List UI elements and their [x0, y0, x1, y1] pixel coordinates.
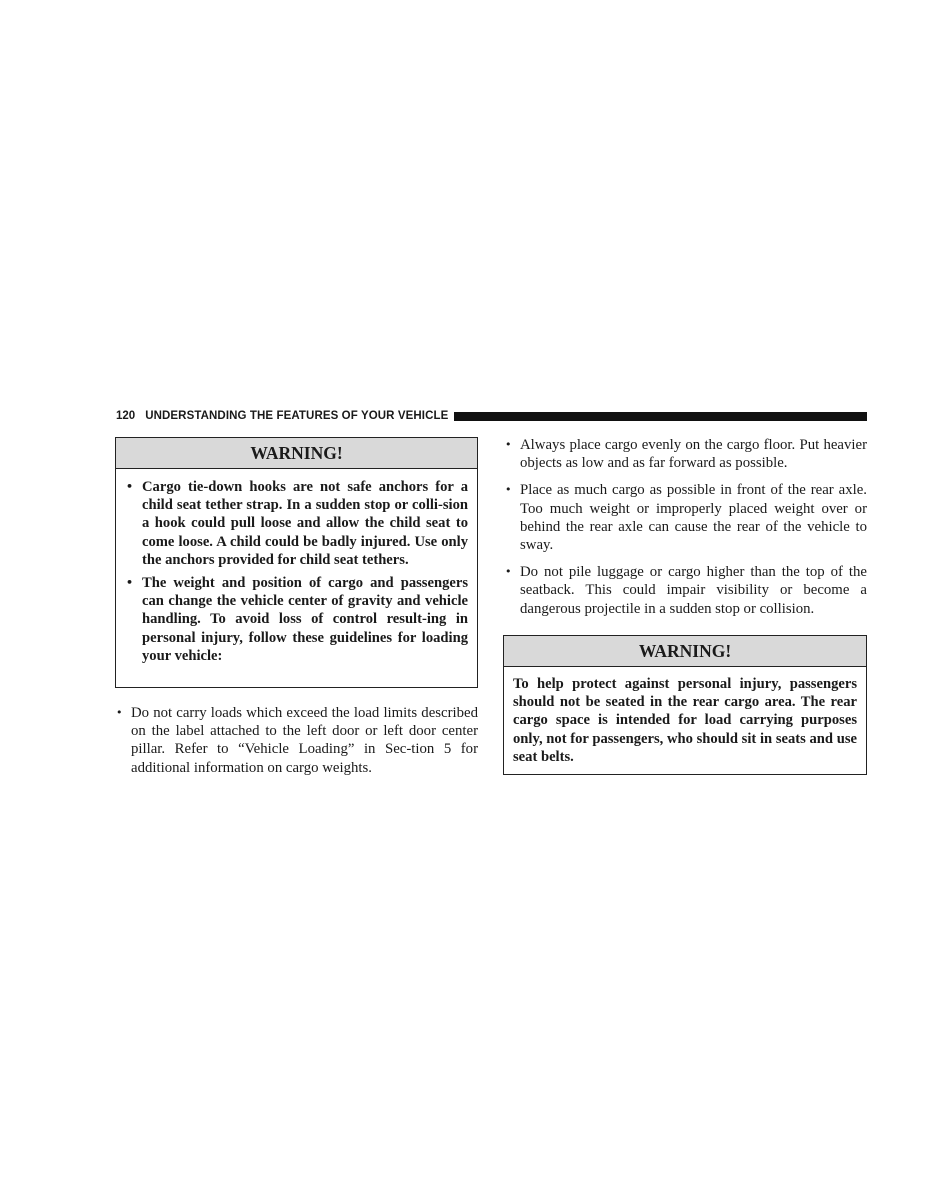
warning-title: WARNING! [116, 438, 477, 469]
warning-body [504, 667, 866, 766]
page-header [116, 408, 867, 424]
list-item [116, 704, 478, 777]
bullet-icon: • [116, 706, 123, 719]
list-item-text: Place as much cargo as possible in front of the rear axle. Too much weight or improperly placed weight over or behind the rear axle can cause the rear of the vehicle to sway. [520, 482, 867, 554]
section-title: UNDERSTANDING THE FEATURES OF YOUR VEHICLE [145, 410, 449, 422]
warning-item [117, 478, 468, 569]
bullet-icon: • [126, 480, 134, 493]
bullet-icon: • [505, 483, 512, 497]
bullet-icon: • [505, 438, 512, 451]
bullet-icon: • [505, 565, 512, 579]
list-item-text: Do not pile luggage or cargo higher than the top of the seatback. This could impair visibility or become a dangerous projectile in a sudden stop or collision. [520, 564, 867, 617]
warning-item-text: Cargo tie-down hooks are not safe anchors for a child seat tether strap. In a sudden stop or colli-sion a hook could pull loose and allow the child seat to come loose. A child could be badly injured. Use only the anchors provided for child seat tethers. [142, 479, 468, 568]
warning-item-text: The weight and position of cargo and passengers can change the vehicle center of gravity and vehicle handling. To avoid loss of control result-ing in personal injury, follow these guidelines for loading your vehicle: [142, 575, 468, 664]
left-bullet-list [116, 704, 478, 786]
warning-text: To help protect against personal injury, passengers should not be seated in the rear cargo area. The rear cargo space is intended for load carrying purposes only, not for passengers, who should sit in seats and use seat belts. [513, 676, 857, 765]
warning-box-child-seat [115, 437, 478, 688]
warning-body [116, 469, 477, 665]
list-item-text: Do not carry loads which exceed the load limits described on the label attached to the left door or left door center pillar. Refer to “Vehicle Loading” in Sec-tion 5 for additional information on cargo weights. [131, 705, 478, 776]
warning-item [117, 574, 468, 665]
right-bullet-list [505, 436, 867, 627]
header-rule [454, 412, 867, 421]
list-item-text: Always place cargo evenly on the cargo floor. Put heavier objects as low and as far forward as possible. [520, 437, 867, 472]
list-item [505, 481, 867, 554]
bullet-icon: • [126, 576, 134, 590]
warning-box-passengers [503, 635, 867, 775]
list-item [505, 563, 867, 618]
list-item [505, 436, 867, 472]
page-number: 120 [116, 410, 136, 422]
warning-title: WARNING! [504, 636, 866, 667]
